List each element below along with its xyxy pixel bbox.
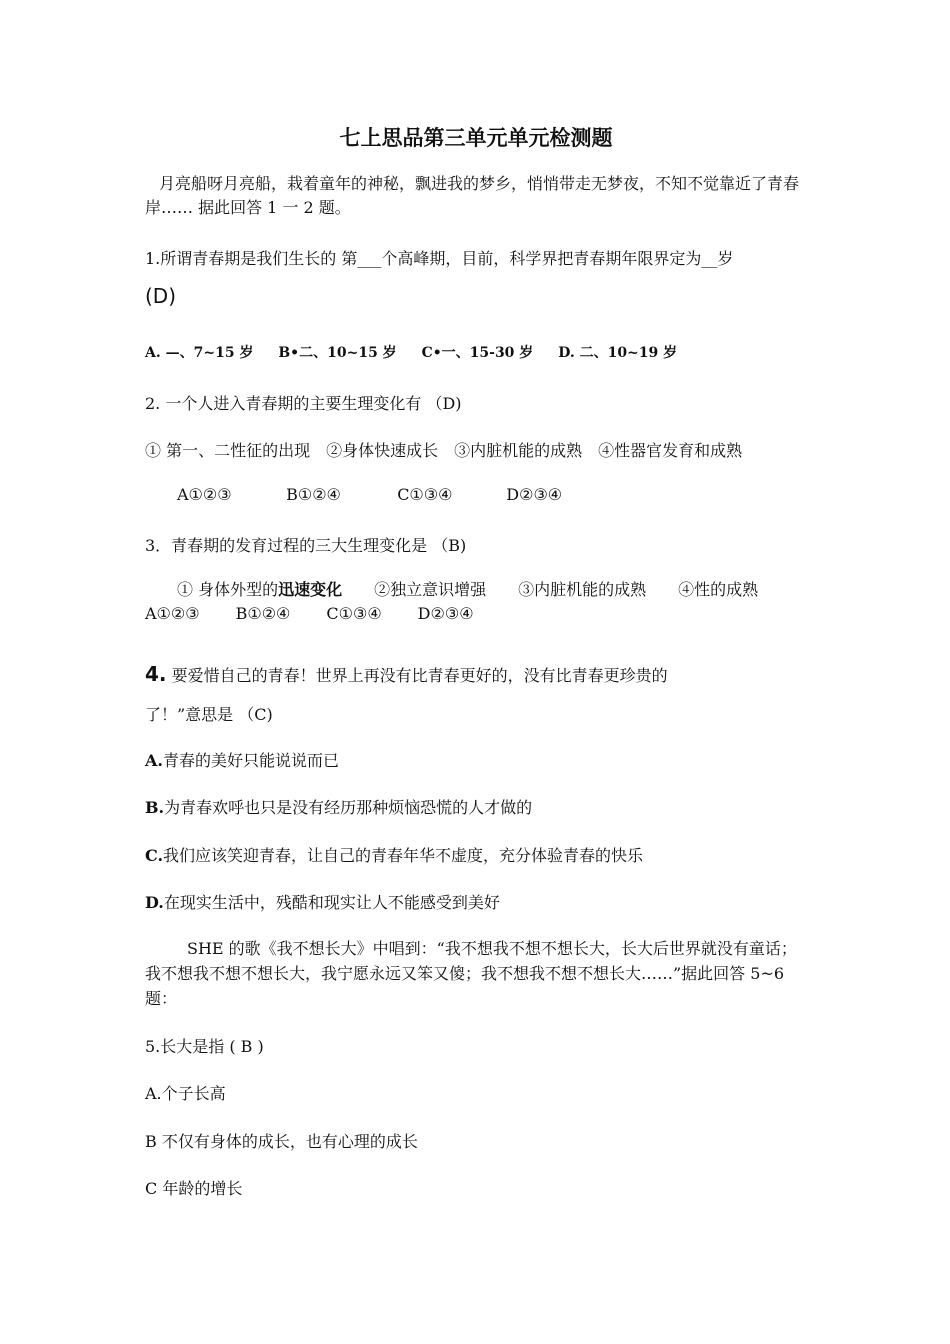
q4-number: 4. bbox=[145, 662, 167, 686]
q1-stem: 1.所谓青春期是我们生长的 第___个高峰期，目前，科学界把青春期年限界定为__岁 bbox=[145, 249, 734, 268]
q2-option-a: A①②③ bbox=[177, 485, 232, 504]
q5-stem: 5.长大是指 ( B ) bbox=[145, 1037, 264, 1056]
q2-options bbox=[177, 485, 562, 504]
q4-option-d: D.在现实生活中，残酷和现实让人不能感受到美好 bbox=[145, 893, 500, 912]
q3-items-bold: 迅速变化 bbox=[278, 580, 343, 599]
q1-answer: (D) bbox=[145, 284, 177, 308]
q1-options bbox=[145, 342, 697, 362]
q3-option-a: A①②③ bbox=[145, 604, 200, 623]
q5-option-b: B 不仅有身体的成长，也有心理的成长 bbox=[145, 1132, 418, 1151]
document-title: 七上思品第三单元单元检测题 bbox=[339, 125, 613, 150]
she-paragraph: SHE 的歌《我不想长大》中唱到：“我不想我不想不想长大，长大后世界就没有童话；我不想我不想不想长大，我宁愿永远又笨又傻；我不想我不想不想长大……”据此回答 5~6 题： bbox=[145, 939, 797, 1008]
q1-option-a: A. —、7~15 岁 bbox=[145, 345, 254, 361]
q3-option-c: C①③④ bbox=[326, 604, 382, 623]
q3-option-b: B①②④ bbox=[235, 604, 291, 623]
q3-items-pre: ① 身体外型的 bbox=[177, 580, 279, 599]
q1-option-c: C•一、15-30 岁 bbox=[421, 345, 534, 361]
q4-option-b: B.为青春欢呼也只是没有经历那种烦恼恐慌的人才做的 bbox=[145, 798, 533, 817]
q4-option-c: C.我们应该笑迎青春，让自己的青春年华不虚度，充分体验青春的快乐 bbox=[145, 846, 644, 865]
q2-stem: 2. 一个人进入青春期的主要生理变化有 （D) bbox=[145, 394, 462, 413]
intro-paragraph: 月亮船呀月亮船，栽着童年的神秘，飘进我的梦乡，悄悄带走无梦夜，不知不觉靠近了青春岸…… 据此回答 1 一 2 题。 bbox=[145, 174, 800, 217]
q4-stem-line2: 了！”意思是 （C) bbox=[145, 705, 273, 724]
q2-option-c: C①③④ bbox=[397, 485, 453, 504]
q3-stem: 3．青春期的发育过程的三大生理变化是 （B) bbox=[145, 536, 467, 555]
q3-option-d: D②③④ bbox=[417, 604, 474, 623]
q1-option-d: D. 二、10~19 岁 bbox=[558, 345, 678, 361]
q5-option-c: C 年龄的增长 bbox=[145, 1179, 243, 1198]
q2-option-b: B①②④ bbox=[286, 485, 341, 504]
q4-stem-line1 bbox=[145, 662, 668, 686]
q1-option-b: B•二、10~15 岁 bbox=[278, 345, 397, 361]
q3-items-post: ②独立意识增强 ③内脏机能的成熟 ④性的成熟 bbox=[342, 580, 759, 599]
q4-stem1: 要爱惜自己的青春！世界上再没有比青春更好的，没有比青春更珍贵的 bbox=[171, 666, 668, 685]
q2-items: ① 第一、二性征的出现 ②身体快速成长 ③内脏机能的成熟 ④性器官发育和成熟 bbox=[145, 441, 743, 460]
q4-option-a: A.青春的美好只能说说而已 bbox=[145, 751, 339, 770]
q3-items bbox=[145, 578, 807, 626]
q2-option-d: D②③④ bbox=[506, 485, 563, 504]
q5-option-a: A.个子长高 bbox=[145, 1084, 226, 1103]
